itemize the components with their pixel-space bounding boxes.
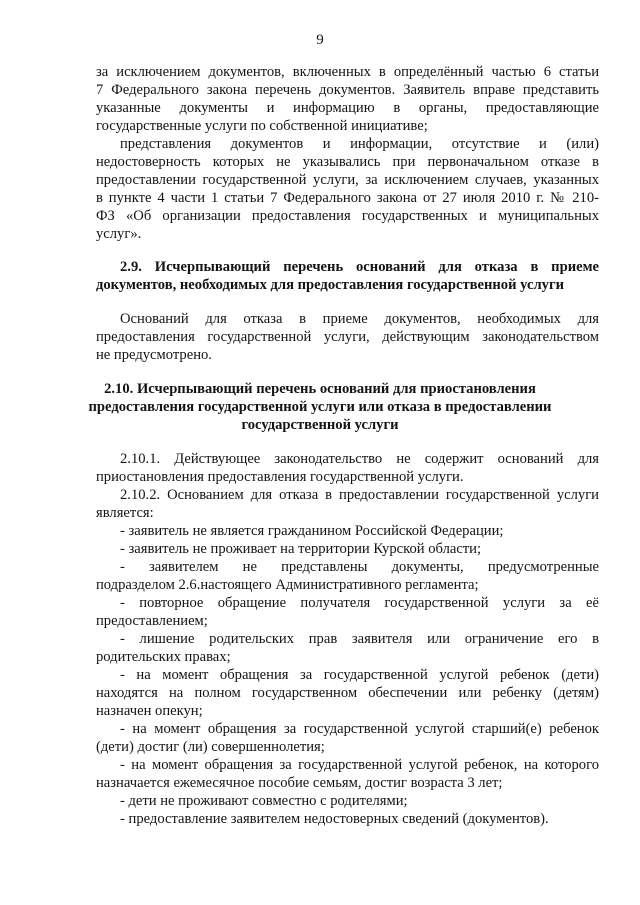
list-item: - на момент обращения за государственной услугой старший(е) ребенок — [120, 721, 599, 737]
list-item: - на момент обращения за государственной услугой ребенок, на которого — [120, 757, 599, 773]
text-line: подразделом 2.6.настоящего Административного регламента; — [96, 577, 479, 593]
text-line: находятся на полном государственном обеспечении или ребенку (детям) — [96, 685, 599, 701]
text-line: 2.10.1. Действующее законодательство не содержит оснований для — [120, 451, 599, 467]
text-line: в пункте 4 части 1 статьи 7 Федерального закона от 27 июля 2010 г. № 210- — [96, 190, 599, 206]
text-line: (дети) достиг (ли) совершеннолетия; — [96, 739, 325, 755]
list-item: - предоставление заявителем недостоверных сведений (документов). — [120, 811, 549, 827]
text-line: недостоверность которых не указывались при первоначальном отказе в — [96, 154, 599, 170]
list-item: - повторное обращение получателя государственной услуги за её — [120, 595, 599, 611]
text-line: предоставлении государственной услуги, за исключением случаев, указанных — [96, 172, 599, 188]
section-heading: 2.10. Исчерпывающий перечень оснований для приостановления — [104, 381, 536, 397]
text-line: приостановления предоставления государственной услуги. — [96, 469, 464, 485]
text-line: 2.10.2. Основанием для отказа в предоставлении государственной услуги — [120, 487, 599, 503]
text-line: представления документов и информации, отсутствие и (или) — [120, 136, 599, 152]
list-item: - заявителем не представлены документы, предусмотренные — [120, 559, 599, 575]
text-line: за исключением документов, включенных в определённый частью 6 статьи — [96, 64, 599, 80]
text-line: 7 Федерального закона перечень документов. Заявитель вправе представить — [96, 82, 599, 98]
text-line: предоставлением; — [96, 613, 208, 629]
section-heading: 2.9. Исчерпывающий перечень оснований для отказа в приеме — [120, 259, 599, 275]
text-line: предоставления государственной услуги, действующим законодательством — [96, 329, 599, 345]
text-line: назначен опекун; — [96, 703, 203, 719]
text-line: государственные услуги по собственной инициативе; — [96, 118, 428, 134]
text-line: ФЗ «Об организации предоставления государственных и муниципальных — [96, 208, 599, 224]
list-item: - на момент обращения за государственной услугой ребенок (дети) — [120, 667, 599, 683]
text-line: родительских правах; — [96, 649, 231, 665]
list-item: - заявитель не проживает на территории Курской области; — [120, 541, 482, 557]
list-item: - дети не проживают совместно с родителями; — [120, 793, 408, 809]
page-number: 9 — [316, 32, 324, 48]
text-line: не предусмотрено. — [96, 347, 212, 363]
text-line: указанные документы и информацию в органы, предоставляющие — [96, 100, 599, 116]
section-heading: документов, необходимых для предоставления государственной услуги — [96, 277, 564, 293]
section-heading: предоставления государственной услуги или отказа в предоставлении — [88, 399, 552, 415]
list-item: - лишение родительских прав заявителя или ограничение его в — [120, 631, 599, 647]
text-line: является: — [96, 505, 154, 521]
text-line: услуг». — [96, 226, 142, 242]
text-line: Оснований для отказа в приеме документов, необходимых для — [120, 311, 599, 327]
list-item: - заявитель не является гражданином Российской Федерации; — [120, 523, 504, 539]
section-heading: государственной услуги — [241, 417, 399, 433]
text-line: назначается ежемесячное пособие семьям, достиг возраста 3 лет; — [96, 775, 503, 791]
